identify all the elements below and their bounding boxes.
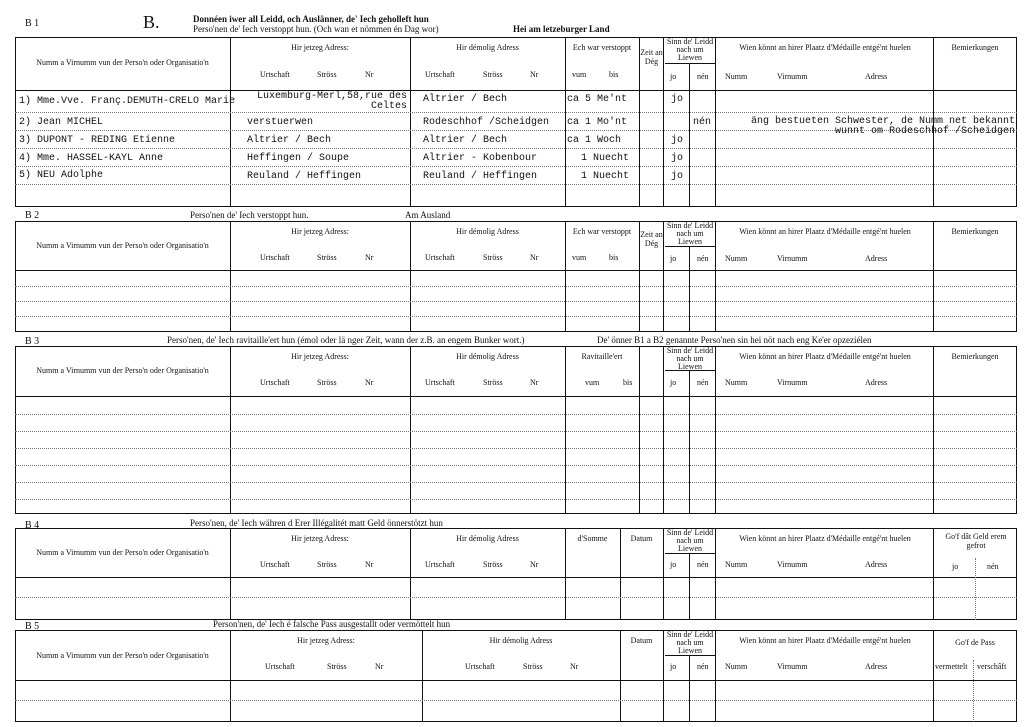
- b5-col-no3: nén: [697, 662, 709, 671]
- b2-col-yes: jo: [670, 254, 677, 263]
- b5-col-pass: Go'f de Pass: [955, 638, 995, 647]
- b1-col-no3: nén: [697, 72, 709, 81]
- row-addr-then: Reuland / Heffingen: [423, 171, 538, 182]
- b1-col-town: Urtschaft: [260, 70, 290, 79]
- b4-col-gave-no: nén: [987, 562, 999, 571]
- b4-col-sum: d'Somme: [577, 534, 608, 543]
- b5-col-surname: Numm: [725, 662, 748, 671]
- b3-col-no: Nr: [365, 378, 374, 387]
- b5-col-firstname: Virnumm: [777, 662, 808, 671]
- b4-col-firstname: Virnumm: [777, 560, 808, 569]
- b2-col-addr-now: Hir jetzeg Adress:: [291, 227, 349, 236]
- b5-col-medal: Wien könnt an hirer Plaatz d'Médaille entgé'nt huelen: [739, 636, 911, 645]
- b4-col-town: Urtschaft: [260, 560, 290, 569]
- b2-col-town: Urtschaft: [260, 253, 290, 262]
- section-code-b1: B 1: [25, 18, 40, 29]
- b1-col-address: Adress: [865, 72, 888, 81]
- row-yes: jo: [671, 171, 684, 182]
- b3-col-medal: Wien könnt an hirer Plaatz d'Médaille entgé'nt huelen: [739, 352, 911, 361]
- b1-col-from: vum: [572, 70, 587, 79]
- b3-col-no2: Nr: [530, 378, 539, 387]
- b1-col-surname: Numm: [725, 72, 748, 81]
- b2-col-street2: Ströss: [483, 253, 503, 262]
- section-code-b2: B 2: [25, 210, 40, 221]
- row-hidden: ca 1 Mo'nt: [567, 117, 628, 128]
- b3-col-name: Numm a Virnumm vun der Perso'n oder Organisatio'n: [36, 366, 209, 375]
- b3-col-suffered: Sinn de' Leidd nach um Liewen: [666, 346, 714, 371]
- b5-col-no: Nr: [375, 662, 384, 671]
- row-number: 2): [19, 117, 32, 128]
- row-addr-then: Altrier / Bech: [423, 135, 508, 146]
- row-addr-now: Reuland / Heffingen: [247, 171, 362, 182]
- b3-col-ravit: Ravitaille'ert: [581, 352, 623, 361]
- b5-title: Person'nen, de' Iech é falsche Pass ausgestallt oder vermöttelt hun: [213, 619, 451, 629]
- b2-subtitle: Am Ausland: [405, 210, 451, 220]
- b5-col-no2: Nr: [570, 662, 579, 671]
- b1-subtitle-land: Hei am letzeburger Land: [513, 24, 610, 34]
- b4-col-suffered: Sinn de' Leidd nach um Liewen: [666, 528, 714, 553]
- b4-col-address: Adress: [865, 560, 888, 569]
- row-addr-then: Altrier - Kobenbour: [423, 153, 538, 164]
- b1-col-firstname: Virnumm: [777, 72, 808, 81]
- b1-col-yes: jo: [670, 72, 677, 81]
- b2-col-addr-then: Hir démolig Adress: [456, 227, 519, 236]
- b1-title: Donnéen iwer all Leidd, och Auslänner, de' Iech geholleft hun: [193, 14, 429, 24]
- b1-col-name: Numm a Virnumm vun der Perso'n oder Organisatio'n: [36, 58, 209, 67]
- b5-col-suffered: Sinn de' Leidd nach um Liewen: [666, 630, 714, 655]
- row-number: 4): [19, 153, 32, 164]
- b2-col-medal: Wien könnt an hirer Plaatz d'Médaille entgé'nt huelen: [739, 227, 911, 236]
- section-code-b5: B 5: [25, 621, 40, 632]
- row-name: DUPONT - REDING Etienne: [37, 135, 176, 146]
- b5-col-name: Numm a Virnumm vun der Perso'n oder Organisatio'n: [36, 651, 209, 660]
- b5-col-pass-b: verschâft: [977, 662, 1007, 671]
- row-hidden: 1 Nuecht: [581, 153, 630, 164]
- b4-col-no3: nén: [697, 560, 709, 569]
- b3-col-to: bis: [623, 378, 633, 387]
- row-addr-now: Heffingen / Soupe: [247, 153, 350, 164]
- b2-title: Perso'nen de' Iech verstoppt hun.: [190, 210, 309, 220]
- b3-col-surname: Numm: [725, 378, 748, 387]
- b1-col-remarks: Bemierkungen: [951, 43, 999, 52]
- b5-col-street: Ströss: [327, 662, 347, 671]
- b3-title: Perso'nen, de' Iech ravitaille'ert hun (émol oder lä nger Zeit, wann der z.B. an engem Bunker wort.): [167, 335, 525, 345]
- b1-col-addr-now: Hir jetzeg Adress:: [291, 43, 349, 52]
- b2-col-no: Nr: [365, 253, 374, 262]
- b4-col-street2: Ströss: [483, 560, 503, 569]
- row-hidden: ca 1 Woch: [567, 135, 622, 146]
- b1-col-no: Nr: [365, 70, 374, 79]
- b3-col-addr-then: Hir démolig Adress: [456, 352, 519, 361]
- b4-col-no2: Nr: [530, 560, 539, 569]
- b1-col-medal: Wien könnt an hirer Plaatz d'Médaille entgé'nt huelen: [739, 43, 911, 52]
- section-code-b4: B 4: [25, 520, 40, 531]
- b2-col-surname: Numm: [725, 254, 748, 263]
- b5-col-town2: Urtschaft: [465, 662, 495, 671]
- b3-col-town2: Urtschaft: [425, 378, 455, 387]
- b1-col-hidden: Ech war verstoppt: [572, 43, 632, 52]
- row-hidden: ca 5 Me'nt: [567, 94, 628, 105]
- row-addr-now: Altrier / Bech: [247, 135, 332, 146]
- b2-col-suffered: Sinn de' Leidd nach um Liewen: [666, 221, 714, 246]
- b1-col-street: Ströss: [317, 70, 337, 79]
- b2-col-name: Numm a Virnumm vun der Perso'n oder Organisatio'n: [36, 241, 209, 250]
- b4-col-gave: Go'f dât Geld erem gefrot: [945, 532, 1007, 550]
- row-name: Mme.Vve. Franç.DEMUTH-CRELO Marie: [37, 96, 236, 107]
- b2-col-no2: Nr: [530, 253, 539, 262]
- b5-col-pass-a: vermettelt: [935, 662, 968, 671]
- row-yes: jo: [671, 135, 684, 146]
- b1-col-to: bis: [609, 70, 619, 79]
- b1-subtitle: Perso'nen de' Iech verstoppt hun. (Och wan et nömmen én Dag wor): [193, 24, 439, 34]
- b4-col-addr-then: Hir démolig Adress: [456, 534, 519, 543]
- b3-col-street: Ströss: [317, 378, 337, 387]
- b2-col-firstname: Virnumm: [777, 254, 808, 263]
- row-number: 3): [19, 135, 32, 146]
- b2-col-no3: nén: [697, 254, 709, 263]
- row-addr-now: Luxemburg-Merl,58,rue des Celtes: [256, 91, 407, 112]
- b1-col-street2: Ströss: [483, 70, 503, 79]
- form-letter: B.: [143, 12, 160, 32]
- b3-col-addr-now: Hir jetzeg Adress:: [291, 352, 349, 361]
- b4-col-town2: Urtschaft: [425, 560, 455, 569]
- row-name: NEU Adolphe: [37, 170, 104, 181]
- b2-col-to: bis: [609, 253, 619, 262]
- b3-subtitle: De' önner B1 a B2 genannte Perso'nen sin hei nöt nach eng Ke'er opzeziélen: [597, 335, 872, 345]
- form-sheet: [15, 10, 1017, 722]
- row-no: nén: [693, 117, 712, 128]
- b4-col-street: Ströss: [317, 560, 337, 569]
- b2-col-remarks: Bemierkungen: [951, 227, 999, 236]
- b1-col-suffered: Sinn de' Leidd nach um Liewen: [666, 37, 714, 62]
- b4-col-medal: Wien könnt an hirer Plaatz d'Médaille entgé'nt huelen: [739, 534, 911, 543]
- b3-col-street2: Ströss: [483, 378, 503, 387]
- b2-col-hidden: Ech war verstoppt: [572, 227, 632, 236]
- row-hidden: 1 Nuecht: [581, 171, 630, 182]
- b4-col-surname: Numm: [725, 560, 748, 569]
- b2-col-time: Zeit an Dég: [640, 230, 663, 248]
- b4-col-date: Datum: [630, 534, 653, 543]
- row-number: 5): [19, 170, 32, 181]
- row-addr-then: Rodeschhof /Scheidgen: [423, 117, 550, 128]
- b3-col-from: vum: [585, 378, 600, 387]
- row-number: 1): [19, 96, 32, 107]
- row-addr-then: Altrier / Bech: [423, 94, 508, 105]
- b4-col-no: Nr: [365, 560, 374, 569]
- b4-col-name: Numm a Virnumm vun der Perso'n oder Organisatio'n: [36, 548, 209, 557]
- b3-col-remarks: Bemierkungen: [951, 352, 999, 361]
- b1-col-town2: Urtschaft: [425, 70, 455, 79]
- b4-title: Perso'nen, de' Iech währen d Erer Illégalitét matt Geld önnerstötzt hun: [190, 518, 443, 528]
- b5-col-yes: jo: [670, 662, 677, 671]
- row-name: Mme. HASSEL-KAYL Anne: [37, 153, 164, 164]
- b5-col-address: Adress: [865, 662, 888, 671]
- row-addr-now: verstuerwen: [247, 117, 314, 128]
- section-code-b3: B 3: [25, 336, 40, 347]
- b3-col-yes: jo: [670, 378, 677, 387]
- row-note: äng bestueten Schwester, de Numm net bekannt wunnt om Rodeschhof /Scheidgen: [750, 116, 1015, 137]
- b4-col-addr-now: Hir jetzeg Adress:: [291, 534, 349, 543]
- b5-col-date: Datum: [630, 636, 653, 645]
- row-name: Jean MICHEL: [37, 117, 104, 128]
- row-yes: jo: [671, 153, 684, 164]
- b2-col-address: Adress: [865, 254, 888, 263]
- b5-col-addr-now: Hir jetzeg Adress:: [297, 636, 355, 645]
- b3-col-firstname: Virnumm: [777, 378, 808, 387]
- b2-col-from: vum: [572, 253, 587, 262]
- b1-col-addr-then: Hir démolig Adress: [456, 43, 519, 52]
- b3-col-address: Adress: [865, 378, 888, 387]
- b5-col-addr-then: Hir démolig Adress: [489, 636, 553, 645]
- b3-col-no3: nén: [697, 378, 709, 387]
- b4-col-gave-yes: jo: [952, 562, 959, 571]
- b2-col-town2: Urtschaft: [425, 253, 455, 262]
- row-yes: jo: [671, 94, 684, 105]
- b1-col-time: Zeit an Dég: [640, 48, 663, 66]
- b4-col-yes: jo: [670, 560, 677, 569]
- b5-col-town: Urtschaft: [265, 662, 295, 671]
- b2-col-street: Ströss: [317, 253, 337, 262]
- b3-col-town: Urtschaft: [260, 378, 290, 387]
- b5-col-street2: Ströss: [523, 662, 543, 671]
- b1-col-no2: Nr: [530, 70, 539, 79]
